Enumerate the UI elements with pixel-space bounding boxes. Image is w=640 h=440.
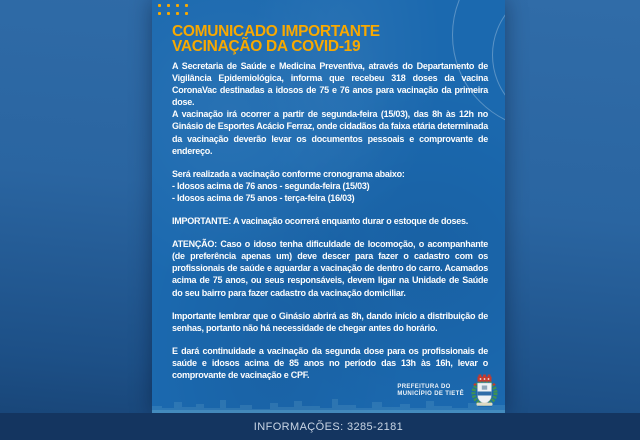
schedule-heading: Será realizada a vacinação conforme cronograma abaixo: [172,168,405,179]
intro-text-2: A vacinação irá ocorrer a partir de segunda-feira (15/03), das 8h às 12h no Ginásio de Esportes Acácio Ferraz, onde cidadãos da faixa etária determinada da vacinação deverão levar os documentos pessoais e comprovante de endereço. [172,109,488,156]
tiete-coat-of-arms-icon [469,374,500,407]
poster-title-line1: COMUNICADO IMPORTANTE [172,23,380,40]
importante-note [172,215,488,227]
intro-paragraph [172,60,488,157]
atencao-label: ATENÇÃO: [172,239,217,250]
atencao-text: Caso o idoso tenha dificuldade de locomoção, o acompanhante (de preferência apenas um) deve descer para fazer o cadastro com os profissionais de saúde e aguardar a vacinação de dentro do carro. Acamados acima de 75 anos, ou seus responsáveis, devem ligar na Unidade de Saúde do seu bairro para fazer cadastro da vacinação domiciliar. [172,239,488,298]
info-bar [0,413,640,440]
vaccination-poster [152,0,505,413]
atencao-note [172,238,488,298]
schedule-item-75: - Idosos acima de 75 anos - terça-feira (16/03) [172,192,355,203]
gym-opening-note: Importante lembrar que o Ginásio abrirá as 8h, dando início a distribuição de senhas, portanto não há necessidade de chegar antes do horário. [172,310,488,333]
signature-line1: PREFEITURA DO [397,383,451,390]
poster-title-line2: VACINAÇÃO DA COVID-19 [172,37,361,55]
poster-title [172,25,488,54]
municipality-name [397,384,464,398]
schedule-section [172,168,488,204]
second-dose-note: E dará continuidade a vacinação da segunda dose para os profissionais de saúde e idosos acima de 85 anos no período das 13h às 16h, levar o comprovante de vacinação e CPF. [172,345,488,380]
info-phone-text: INFORMAÇÕES: 3285-2181 [253,420,404,433]
intro-text-1: A Secretaria de Saúde e Medicina Preventiva, através do Departamento de Vigilância Epidemiológica, informa que recebeu 318 doses da vacina CoronaVac destinadas a idosos de 75 e 76 anos para vacinação da primeira dose. [172,61,488,108]
schedule-item-76: - Idosos acima de 76 anos - segunda-feira (15/03) [172,180,370,191]
importante-label: IMPORTANTE: [172,216,232,227]
importante-text: A vacinação ocorrerá enquanto durar o estoque de doses. [231,216,468,227]
municipality-signature [397,374,500,407]
signature-line2: MUNICÍPIO DE TIETÊ [397,390,464,397]
poster-content [152,0,505,381]
